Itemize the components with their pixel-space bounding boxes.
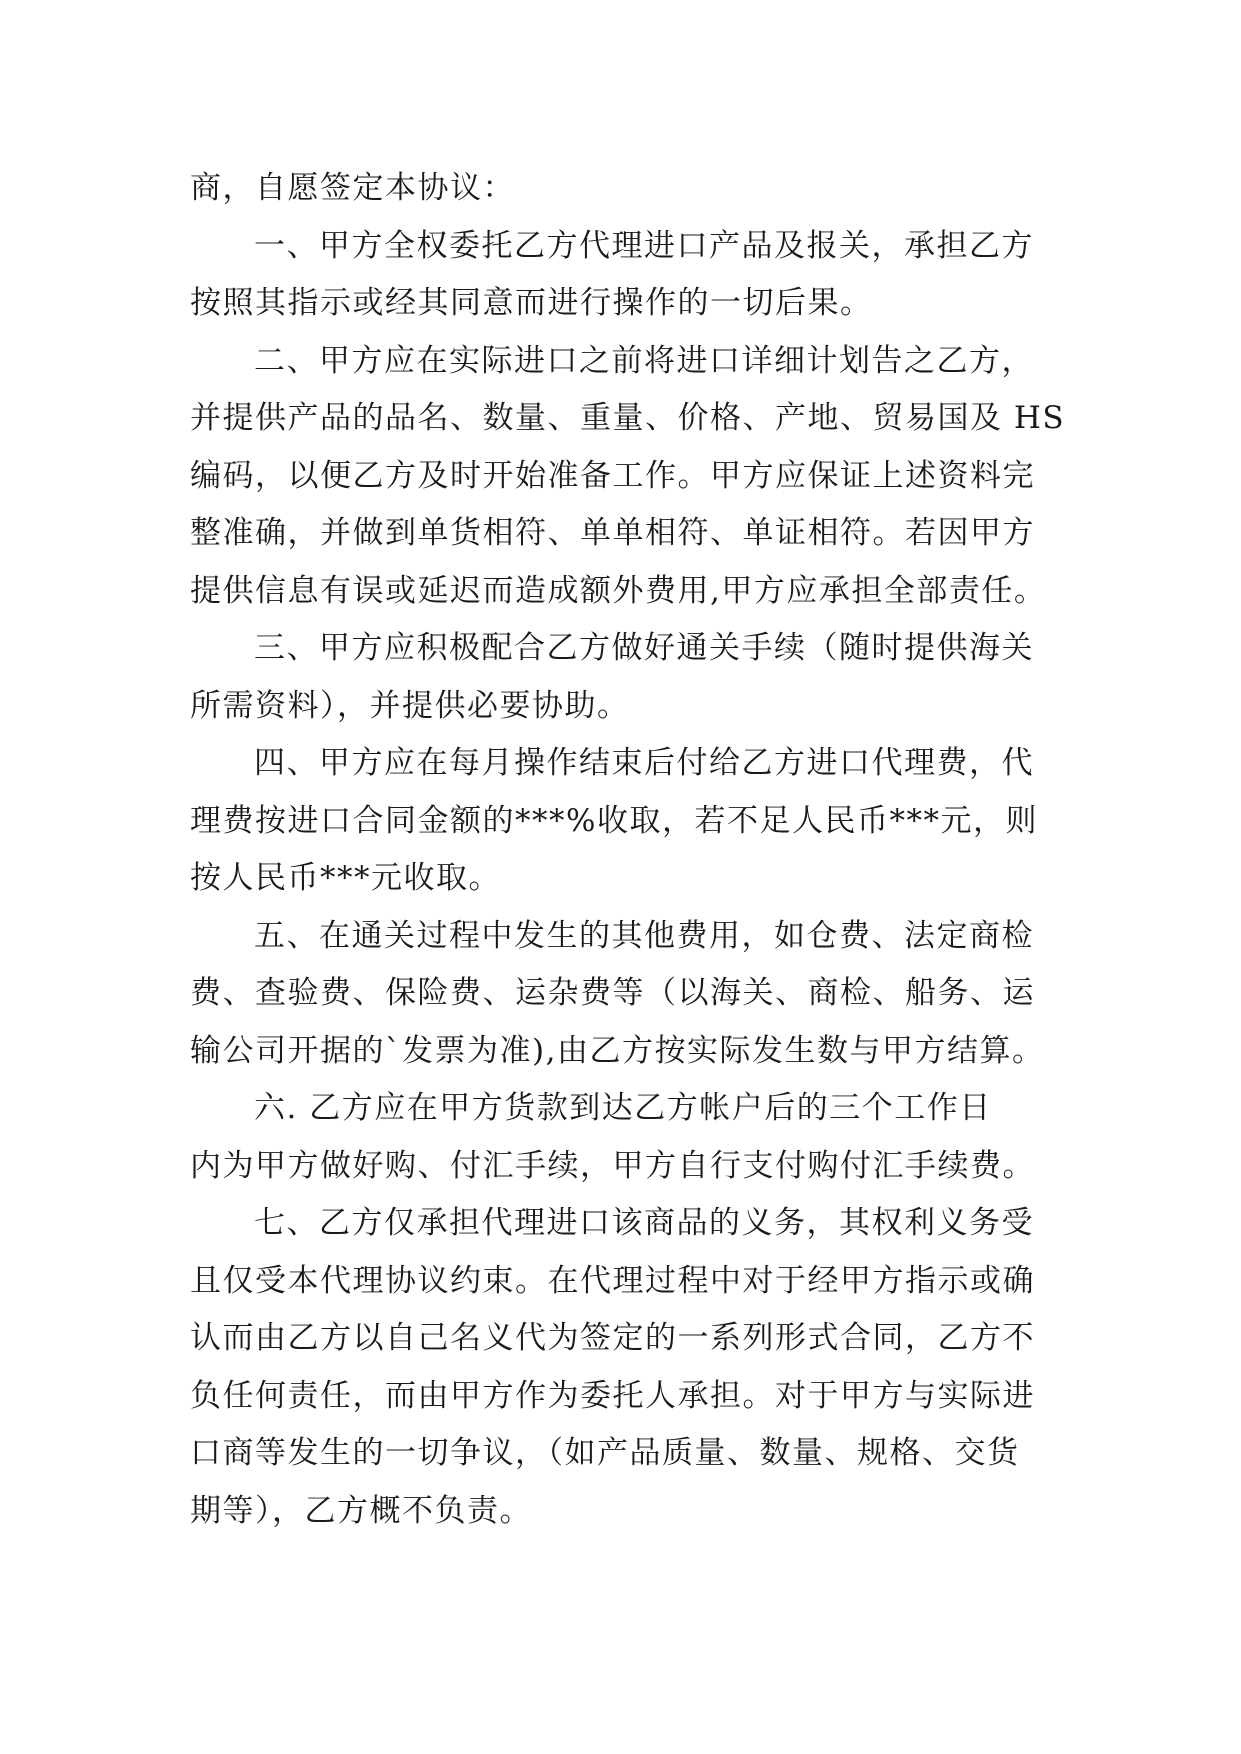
text-line: 七、乙方仅承担代理进口该商品的义务，其权利义务受 xyxy=(254,1205,1034,1241)
text-line: 所需资料），并提供必要协助。 xyxy=(190,687,630,724)
text-line: 按照其指示或经其同意而进行操作的一切后果。 xyxy=(190,285,873,321)
text-line: 理费按进口合同金额的***%收取，若不足人民币***元，则 xyxy=(190,802,1038,839)
text-line: 六. 乙方应在甲方货款到达乙方帐户后的三个工作日 xyxy=(254,1090,992,1126)
text-line: 一、甲方全权委托乙方代理进口产品及报关，承担乙方 xyxy=(254,227,1034,264)
text-line: 五、在通关过程中发生的其他费用，如仓费、法定商检 xyxy=(254,917,1034,954)
text-line: 内为甲方做好购、付汇手续，甲方自行支付购付汇手续费。 xyxy=(190,1147,1035,1184)
text-line: 编码，以便乙方及时开始准备工作。甲方应保证上述资料完 xyxy=(190,457,1035,494)
document-body xyxy=(190,160,1066,1540)
text-line: 且仅受本代理协议约束。在代理过程中对于经甲方指示或确 xyxy=(190,1262,1035,1299)
text-line: 费、查验费、保险费、运杂费等（以海关、商检、船务、运 xyxy=(190,975,1035,1011)
text-line: 负任何责任，而由甲方作为委托人承担。对于甲方与实际进 xyxy=(190,1377,1035,1414)
text-line: 二、甲方应在实际进口之前将进口详细计划告之乙方， xyxy=(254,342,1034,379)
text-line: 整准确，并做到单货相符、单单相符、单证相符。若因甲方 xyxy=(190,515,1035,551)
text-line: 认而由乙方以自己名义代为签定的一系列形式合同，乙方不 xyxy=(190,1320,1035,1356)
text-line: 四、甲方应在每月操作结束后付给乙方进口代理费，代 xyxy=(254,745,1034,781)
text-line: 口商等发生的一切争议，（如产品质量、数量、规格、交货 xyxy=(190,1435,1020,1471)
text-line: 按人民币***元收取。 xyxy=(190,860,501,896)
text-line: 输公司开据的`发票为准),由乙方按实际发生数与甲方结算。 xyxy=(190,1032,1045,1069)
text-line: 并提供产品的品名、数量、重量、价格、产地、贸易国及 HS xyxy=(190,400,1066,436)
text-line: 三、甲方应积极配合乙方做好通关手续（随时提供海关 xyxy=(254,630,1034,666)
text-line: 期等），乙方概不负责。 xyxy=(190,1492,532,1529)
text-line: 提供信息有误或延迟而造成额外费用,甲方应承担全部责任。 xyxy=(190,572,1047,609)
text-line: 商，自愿签定本协议： xyxy=(190,170,515,206)
